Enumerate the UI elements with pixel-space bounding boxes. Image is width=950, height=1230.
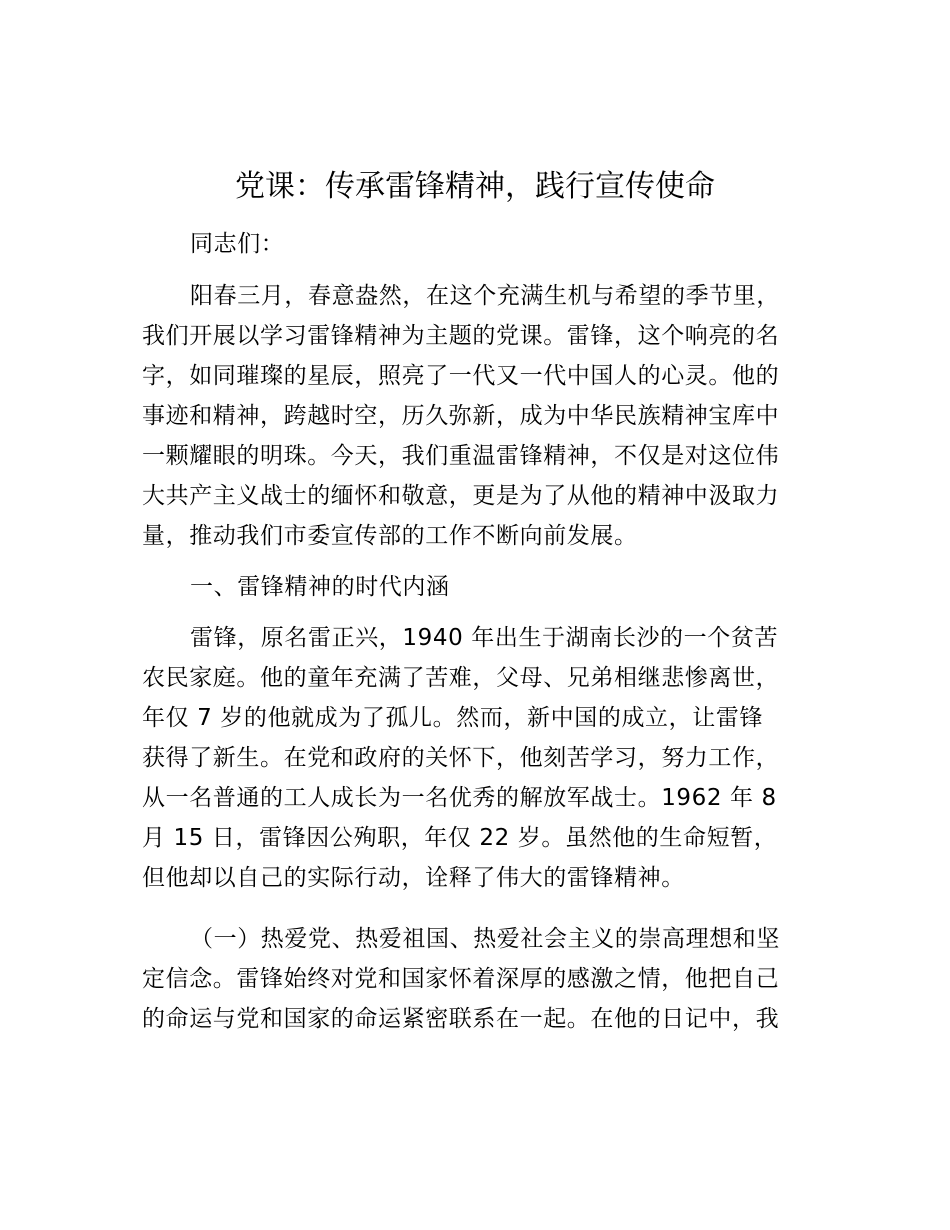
- paragraph-line: 获得了新生。在党和政府的关怀下，他刻苦学习，努力工作，: [142, 745, 780, 771]
- paragraph-line: 我们开展以学习雷锋精神为主题的党课。雷锋，这个响亮的名: [142, 323, 780, 349]
- paragraph-line: （一）热爱党、热爱祖国、热爱社会主义的崇高理想和坚: [190, 926, 780, 952]
- document-title: 党课：传承雷锋精神，践行宣传使命: [235, 169, 715, 204]
- paragraph-line: 大共产主义战士的缅怀和敬意，更是为了从他的精神中汲取力: [142, 483, 780, 509]
- intro-paragraph: [142, 280, 810, 553]
- subsection-paragraph: [142, 923, 810, 1036]
- paragraph-line: 事迹和精神，跨越时空，历久弥新，成为中华民族精神宝库中: [142, 403, 780, 429]
- paragraph-line: 从一名普通的工人成长为一名优秀的解放军战士。1962 年 8: [142, 785, 777, 811]
- paragraph-line: 年仅 7 岁的他就成为了孤儿。然而，新中国的成立，让雷锋: [142, 705, 764, 731]
- section-heading: 一、雷锋精神的时代内涵: [190, 574, 450, 600]
- paragraph-line: 但他却以自己的实际行动，诠释了伟大的雷锋精神。: [142, 865, 685, 891]
- document-body: [142, 228, 810, 1043]
- biography-paragraph: [142, 622, 810, 895]
- paragraph-line: 农民家庭。他的童年充满了苦难，父母、兄弟相继悲惨离世，: [142, 665, 780, 691]
- paragraph-line: 阳春三月，春意盎然，在这个充满生机与希望的季节里，: [190, 283, 780, 309]
- paragraph-line: 的命运与党和国家的命运紧密联系在一起。在他的日记中，我: [142, 1006, 780, 1032]
- paragraph-line: 月 15 日，雷锋因公殉职，年仅 22 岁。虽然他的生命短暂，: [142, 825, 778, 851]
- greeting: 同志们：: [190, 231, 285, 257]
- paragraph-line: 雷锋，原名雷正兴，1940 年出生于湖南长沙的一个贫苦: [190, 625, 779, 651]
- paragraph-line: 量，推动我们市委宣传部的工作不断向前发展。: [142, 523, 638, 549]
- paragraph-line: 一颗耀眼的明珠。今天，我们重温雷锋精神，不仅是对这位伟: [142, 443, 780, 469]
- paragraph-line: 字，如同璀璨的星辰，照亮了一代又一代中国人的心灵。他的: [142, 363, 780, 389]
- paragraph-line: 定信念。雷锋始终对党和国家怀着深厚的感激之情，他把自己: [142, 966, 780, 992]
